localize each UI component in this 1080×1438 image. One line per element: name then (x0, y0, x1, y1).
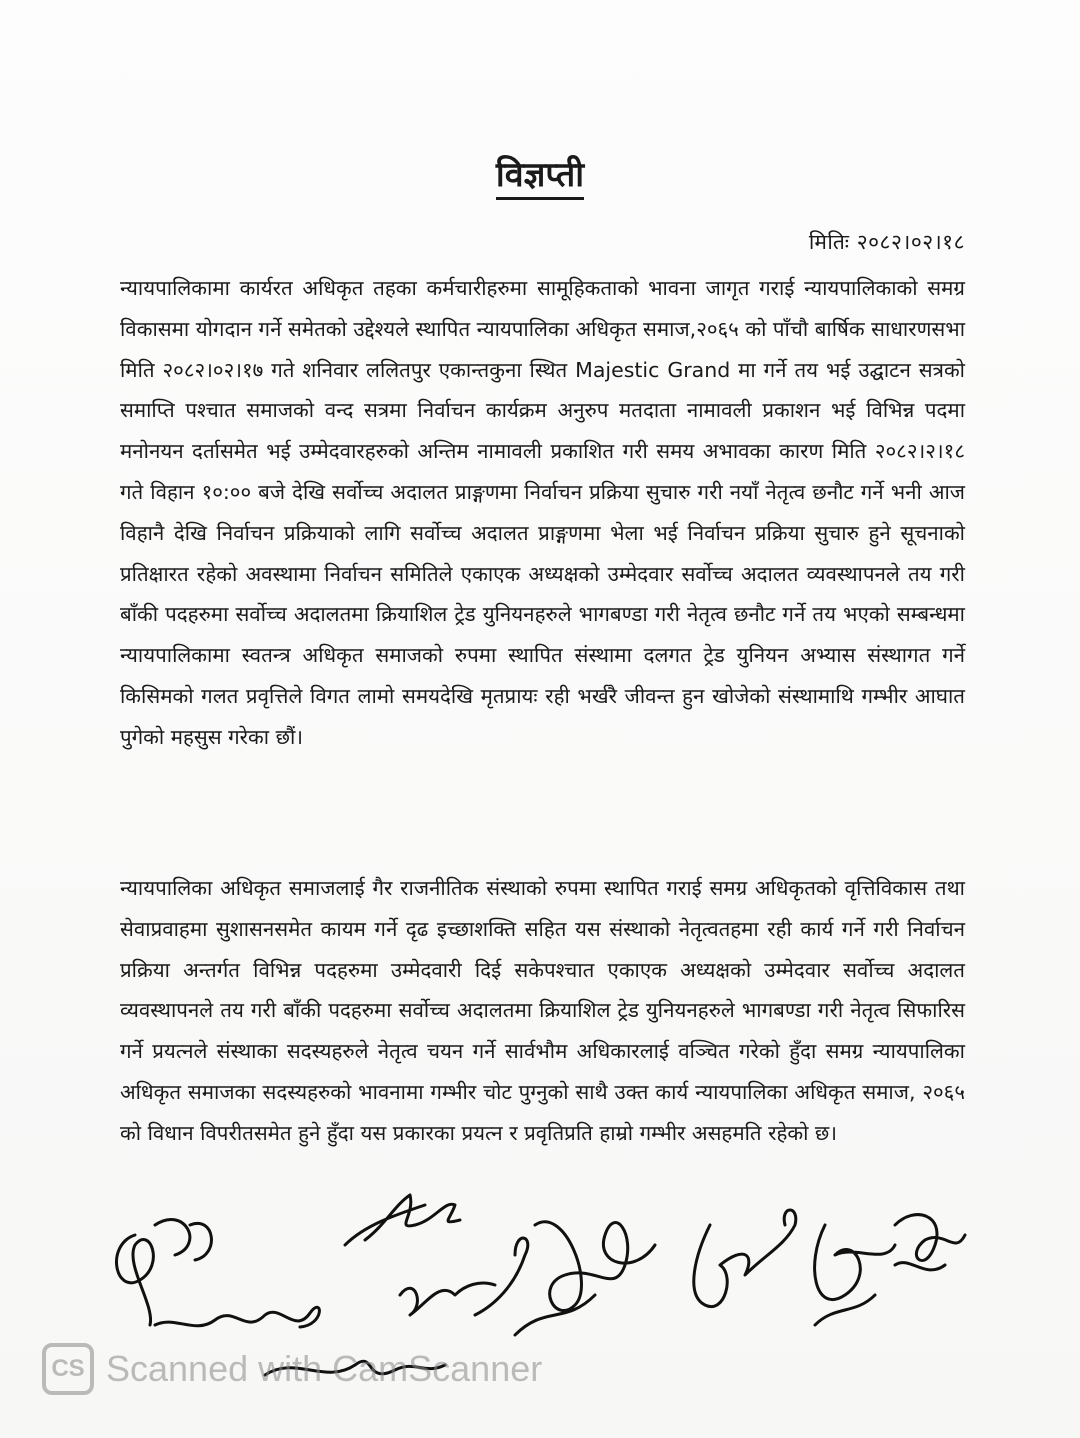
camscanner-logo-icon: CS (42, 1343, 94, 1395)
signature-7 (815, 1225, 895, 1325)
body-paragraph-1: न्यायपालिकामा कार्यरत अधिकृत तहका कर्मचारीहरुमा सामूहिकताको भावना जागृत गराई न्यायपालिकाको समग्र विकासमा योगदान गर्ने समेतको उद्देश्यले स्थापित न्यायपालिका अधिकृत समाज,२०६५ को पाँचौ बार्षिक साधारणसभा मिति २०८२।०२।१७ गते शनिवार ललितपुर एकान्तकुना स्थित Majestic Grand मा गर्ने तय भई उद्घाटन सत्रको समाप्ति पश्चात समाजको वन्द सत्रमा निर्वाचन कार्यक्रम अनुरुप मतदाता नामावली प्रकाशन भई विभिन्न पदमा मनोनयन दर्तासमेत भई उम्मेदवारहरुको अन्तिम नामावली प्रकाशित गरी समय अभावका कारण मिति २०८२।२।१८ गते विहान १०:०० बजे देखि सर्वोच्च अदालत प्राङ्गणमा निर्वाचन प्रक्रिया सुचारु गरी नयाँ नेतृत्व छनौट गर्ने भनी आज विहानै देखि निर्वाचन प्रक्रियाको लागि सर्वोच्च अदालत प्राङ्गणमा भेला भई निर्वाचन प्रक्रिया सुचारु हुने सूचनाको प्रतिक्षारत रहेको अवस्थामा निर्वाचन समितिले एकाएक अध्यक्षको उम्मेदवार सर्वोच्च अदालत व्यवस्थापनले तय गरी बाँकी पदहरुमा सर्वोच्च अदालतमा क्रियाशिल ट्रेड युनियनहरुले भागबण्डा गरी नेतृत्व छनौट गर्ने तय भएको सम्बन्धमा न्यायपालिकामा स्वतन्त्र अधिकृत समाजको रुपमा स्थापित संस्थामा दलगत ट्रेड युनियन अभ्यास संस्थागत गर्ने किसिमको गलत प्रवृत्तिले विगत लामो समयदेखि मृतप्रायः रही भर्खरै जीवन्त हुन खोजेको संस्थामाथि गम्भीर आघात पुगेको महसुस गरेका छौं। (120, 276, 966, 749)
signature-4 (400, 1238, 528, 1315)
watermark-text: Scanned with CamScanner (106, 1348, 543, 1389)
signature-5 (515, 1222, 655, 1335)
page-title (0, 150, 1080, 196)
camscanner-watermark (42, 1340, 542, 1398)
document-date: मितिः २०८२।०२।१८ (808, 230, 965, 254)
signature-6 (694, 1210, 796, 1307)
body-paragraph-2: न्यायपालिका अधिकृत समाजलाई गैर राजनीतिक संस्थाको रुपमा स्थापित गराई समग्र अधिकृतको वृत्तिविकास तथा सेवाप्रवाहमा सुशासनसमेत कायम गर्ने दृढ इच्छाशक्ति सहित यस संस्थाको नेतृत्वतहमा रही कार्य गर्ने गरी निर्वाचन प्रक्रिया अन्तर्गत विभिन्न पदहरुमा उम्मेदवारी दिई सकेपश्चात एकाएक अध्यक्षको उम्मेदवार सर्वोच्च अदालत व्यवस्थापनले तय गरी बाँकी पदहरुमा सर्वोच्च अदालतमा क्रियाशिल ट्रेड युनियनहरुले भागबण्डा गरी नेतृत्व सिफारिस गर्ने प्रयत्नले संस्थाका सदस्यहरुले नेतृत्व चयन गर्ने सार्वभौम अधिकारलाई वञ्चित गरेको हुँदा समग्र न्यायपालिका अधिकृत समाजका सदस्यहरुको भावनामा गम्भीर चोट पुग्नुको साथै उक्त कार्य न्यायपालिका अधिकृत समाज, २०६५ को विधान विपरीतसमेत हुने हुँदा यस प्रकारका प्रयत्न र प्रवृतिप्रति हाम्रो गम्भीर असहमति रहेको छ। (120, 876, 965, 1145)
signature-2 (345, 1195, 460, 1245)
signature-1 (116, 1219, 319, 1327)
signature-8 (895, 1215, 965, 1270)
title-text: विज्ञप्ती (496, 155, 584, 200)
